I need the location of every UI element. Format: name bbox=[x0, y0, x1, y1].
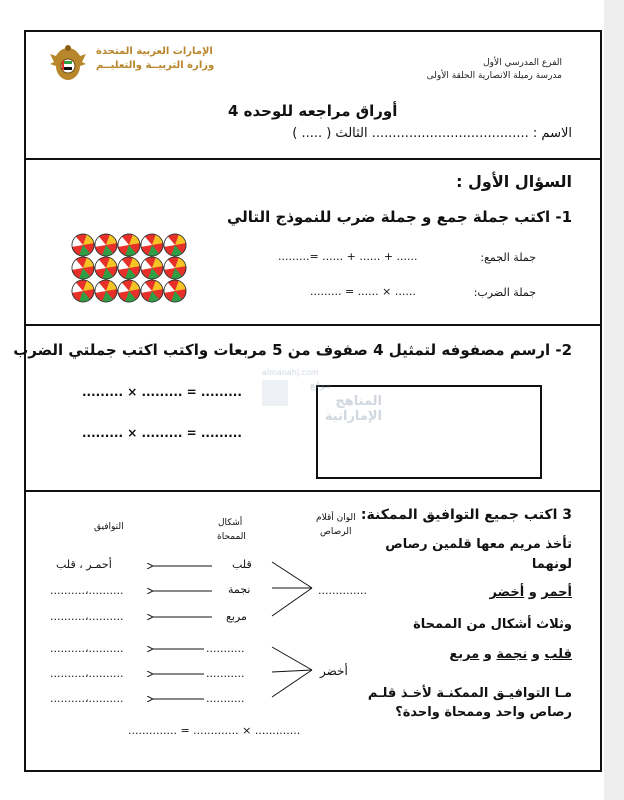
school-branch: الفرع المدرسي الأول bbox=[483, 58, 562, 68]
combination-blank-3[interactable]: ..........،.......... bbox=[50, 610, 124, 623]
color-answer-blank[interactable]: .............. bbox=[318, 584, 367, 597]
combination-blank-2[interactable]: ..........،.......... bbox=[50, 584, 124, 597]
col-header-shapes-2: الممحاة bbox=[217, 532, 246, 542]
col-header-shapes-1: أشكال bbox=[218, 518, 243, 528]
q3-question-line-2: رصاص واحد وممحاة واحدة؟ bbox=[395, 705, 572, 720]
q3-paragraph-1: تأخذ مريم معها قلمين رصاص bbox=[385, 537, 572, 552]
ministry-name: وزارة التربيــة والتعليــم bbox=[96, 60, 215, 71]
col-header-colors-2: الرصاص bbox=[320, 527, 352, 537]
page-sidebar bbox=[604, 0, 624, 800]
combination-1: أحمـر ، قلب bbox=[56, 558, 112, 571]
shape-blank-2[interactable]: ........... bbox=[206, 667, 245, 680]
conjunction: و bbox=[528, 585, 537, 600]
multiplication-answer[interactable]: ......... = ...... × ...... bbox=[310, 285, 416, 298]
question-1-instruction: 1- اكتب جملة جمع و جملة ضرب للنموذج التالي bbox=[226, 208, 572, 226]
watermark-line-2: المناهج الإماراتية bbox=[324, 394, 382, 424]
conjunction: و bbox=[531, 647, 540, 662]
color-green-node: أخضر bbox=[320, 664, 348, 678]
shape-heart-node: قلب bbox=[232, 558, 252, 571]
shape-star-node: نجمة bbox=[228, 583, 251, 596]
multiplication-label: جملة الضرب: bbox=[473, 286, 536, 299]
conjunction: و bbox=[483, 647, 492, 662]
q3-question-line-1: مـا التوافيـق الممكنـة لأخـذ قلـم bbox=[367, 686, 572, 701]
color-red: أحمر bbox=[541, 585, 572, 600]
final-multiplication-answer[interactable]: .............. = ............. × ............. bbox=[128, 724, 301, 737]
shape-blank-1[interactable]: ........... bbox=[206, 642, 245, 655]
question-2-instruction: 2- ارسم مصفوفه لتمثيل 4 صفوف من 5 مربعات واكتب اكتب جملتي الضرب bbox=[13, 341, 572, 359]
name-field[interactable]: الاسم : ...................................... الثالث ( ..... ) bbox=[292, 126, 572, 141]
addition-label: جملة الجمع: bbox=[480, 251, 536, 264]
combination-blank-4[interactable]: ..........،.......... bbox=[50, 642, 124, 655]
col-header-combinations: التوافيق bbox=[94, 522, 124, 532]
page-title: أوراق مراجعه للوحده 4 bbox=[228, 102, 398, 120]
watermark-line-1: موقع bbox=[310, 380, 331, 391]
country-name: الإمارات العربية المتحدة bbox=[96, 46, 213, 57]
color-green: أخضر bbox=[489, 585, 525, 600]
shape-square-node: مربع bbox=[226, 610, 247, 623]
col-header-colors-1: الوان أقلام bbox=[316, 513, 356, 523]
shape-square-text: مربع bbox=[449, 647, 480, 662]
watermark-url: almanahj.com bbox=[262, 368, 319, 377]
shape-star-text: نجمة bbox=[496, 647, 528, 662]
shape-heart-text: قلب bbox=[544, 647, 572, 662]
shape-blank-3[interactable]: ........... bbox=[206, 692, 245, 705]
addition-answer[interactable]: .........= ...... + ...... + ...... bbox=[278, 250, 418, 263]
q3-paragraph-3: وثلاث أشكال من الممحاة bbox=[413, 617, 572, 632]
question-1-heading: السؤال الأول : bbox=[456, 172, 572, 191]
question-3-instruction: 3 اكتب جميع التوافيق الممكنة: bbox=[360, 507, 572, 523]
combination-blank-5[interactable]: ..........،.......... bbox=[50, 667, 124, 680]
q2-multiplication-line-1[interactable]: ......... × ......... = ......... bbox=[82, 385, 242, 399]
q2-multiplication-line-2[interactable]: ......... × ......... = ......... bbox=[82, 426, 242, 440]
q3-paragraph-2: لونهما bbox=[531, 557, 572, 572]
combination-blank-6[interactable]: ..........،.......... bbox=[50, 692, 124, 705]
school-name: مدرسة رميلة الانصارية الحلقة الأولى bbox=[426, 71, 562, 81]
